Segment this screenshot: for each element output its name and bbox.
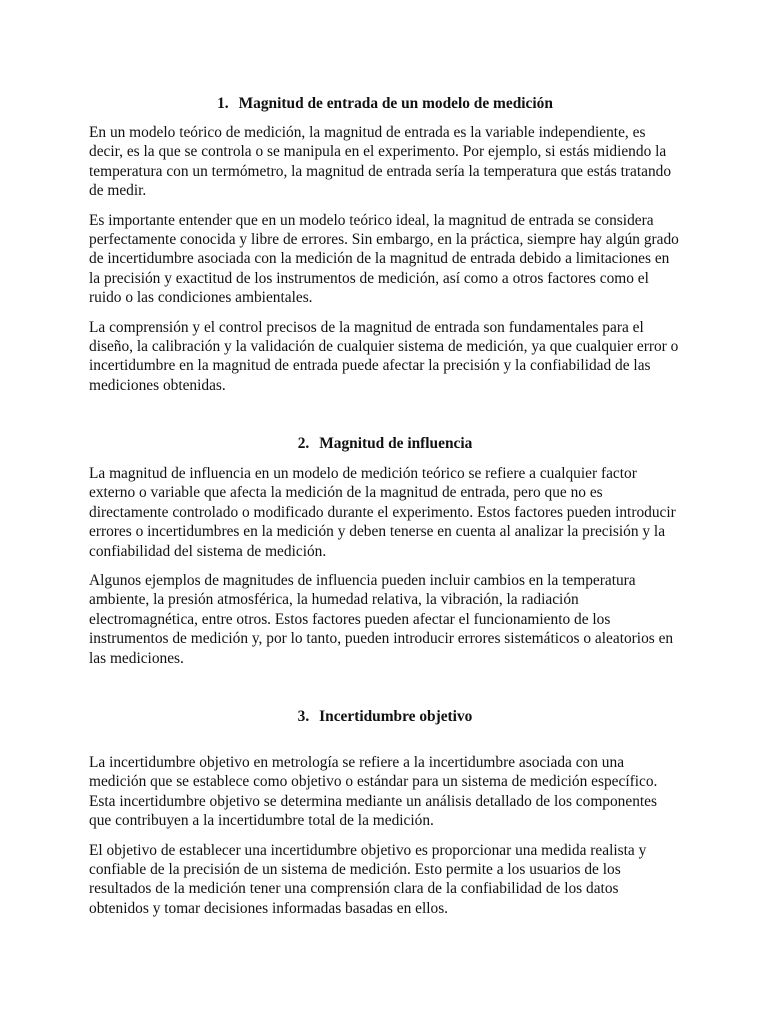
section-title: Incertidumbre objetivo bbox=[319, 708, 473, 725]
section-number: 1. bbox=[217, 95, 229, 112]
section-incertidumbre-objetivo bbox=[89, 707, 681, 918]
section-title: Magnitud de entrada de un modelo de medición bbox=[238, 95, 553, 112]
section-heading bbox=[89, 94, 681, 113]
section-title: Magnitud de influencia bbox=[319, 435, 473, 452]
section-heading bbox=[89, 434, 681, 453]
paragraph: Es importante entender que en un modelo teórico ideal, la magnitud de entrada se considera perfectamente conocida y libre de errores. Sin embargo, en la práctica, siempre hay algún grado de incertidumbre asociada con la medición de la magnitud de entrada debido a limitaciones en la precisión y exactitud de los instrumentos de medición, así como a otros factores como el ruido o las condiciones ambientales. bbox=[89, 211, 679, 307]
section-number: 2. bbox=[297, 435, 310, 452]
paragraph: El objetivo de establecer una incertidumbre objetivo es proporcionar una medida realista y confiable de la precisión de un sistema de medición. Esto permite a los usuarios de los resultados de la medición tener una comprensión clara de la confiabilidad de los datos obtenidos y tomar decisiones informadas basadas en ellos. bbox=[89, 841, 647, 917]
section-magnitud-de-entrada bbox=[89, 94, 681, 395]
paragraph: En un modelo teórico de medición, la magnitud de entrada es la variable independiente, es decir, es la que se controla o se manipula en el experimento. Por ejemplo, si estás midiendo la temperatura con un termómetro, la magnitud de entrada sería la temperatura que estás tratando de medir. bbox=[89, 124, 672, 200]
paragraph: La comprensión y el control precisos de la magnitud de entrada son fundamentales para el diseño, la calibración y la validación de cualquier sistema de medición, ya que cualquier error o incertidumbre en la magnitud de entrada puede afectar la precisión y la confiabilidad de las mediciones obtenidas. bbox=[89, 318, 679, 394]
paragraph: Algunos ejemplos de magnitudes de influencia pueden incluir cambios en la temperatura ambiente, la presión atmosférica, la humedad relativa, la vibración, la radiación electromagnética, entre otros. Estos factores pueden afectar el funcionamiento de los instrumentos de medición y, por lo tanto, pueden introducir errores sistemáticos o aleatorios en las mediciones. bbox=[89, 572, 674, 667]
section-number: 3. bbox=[297, 708, 310, 725]
paragraph: La incertidumbre objetivo en metrología se refiere a la incertidumbre asociada con una medición que se establece como objetivo o estándar para un sistema de medición específico. Esta incertidumbre objetivo se determina mediante un análisis detallado de los componentes que contribuyen a la incertidumbre total de la medición. bbox=[89, 754, 658, 830]
section-heading bbox=[89, 707, 681, 726]
paragraph: La magnitud de influencia en un modelo de medición teórico se refiere a cualquier factor externo o variable que afecta la medición de la magnitud de entrada, pero que no es directamente controlado o modificado durante el experimento. Estos factores pueden introducir errores o incertidumbres en la medición y deben tenerse en cuenta al analizar la precisión y la confiabilidad del sistema de medición. bbox=[89, 465, 676, 560]
section-magnitud-de-influencia bbox=[89, 434, 681, 668]
